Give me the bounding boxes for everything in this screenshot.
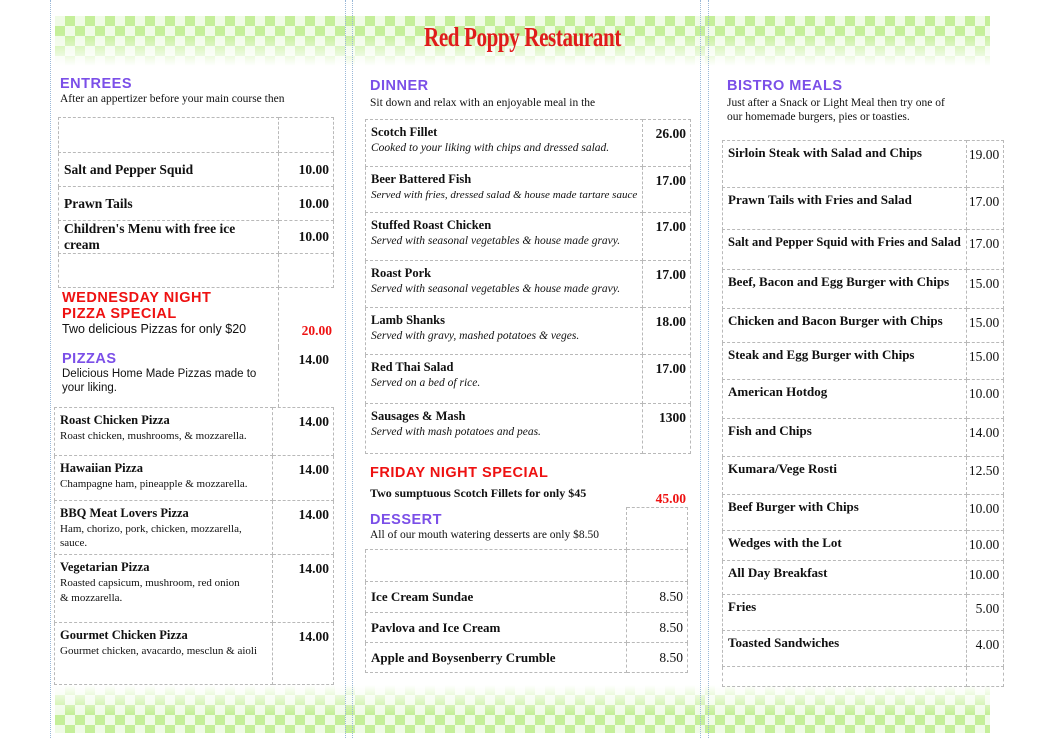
item-name: Apple and Boysenberry Crumble xyxy=(366,643,627,673)
bistro-intro-line1: Just after a Snack or Light Meal then try one of xyxy=(727,97,945,109)
bistro-heading: BISTRO MEALS xyxy=(727,78,843,94)
entrees-table xyxy=(58,117,334,288)
friday-price: 45.00 xyxy=(655,491,686,506)
table-row xyxy=(723,495,1004,531)
item-price: 10.00 xyxy=(966,561,1003,595)
item-desc: Roast chicken, mushrooms, & mozzarella. xyxy=(60,430,247,442)
item-price: 14.00 xyxy=(273,408,334,456)
item-desc: Served with seasonal vegetables & house made gravy. xyxy=(371,235,621,247)
pizzas-price-cell xyxy=(278,347,333,407)
table-row xyxy=(366,308,691,355)
table-row xyxy=(366,550,688,582)
table-row xyxy=(59,187,334,221)
table-row xyxy=(723,309,1004,343)
item-name: Toasted Sandwiches xyxy=(723,631,967,667)
item-name: Fish and Chips xyxy=(723,419,967,457)
item-price: 17.00 xyxy=(643,355,691,404)
friday-desc: Two sumptuous Scotch Fillets for only $45 xyxy=(370,486,587,500)
page-guide-line xyxy=(50,0,51,738)
item-price: 14.00 xyxy=(273,555,334,623)
item-name: Ice Cream Sundae xyxy=(366,582,627,613)
wednesday-heading-line1: WEDNESDAY NIGHT xyxy=(62,290,212,306)
table-row xyxy=(366,261,691,308)
item-price: 17.00 xyxy=(966,188,1003,230)
item-price: 17.00 xyxy=(643,167,691,213)
pizzas-intro-line1: Delicious Home Made Pizzas made to xyxy=(62,368,257,380)
item-desc: Cooked to your liking with chips and dressed salad. xyxy=(371,142,610,154)
table-row xyxy=(366,643,688,673)
table-row xyxy=(59,254,334,288)
table-row xyxy=(366,582,688,613)
item-price: 14.00 xyxy=(273,623,334,685)
pizzas-price: 14.00 xyxy=(298,352,329,367)
dinner-heading: DINNER xyxy=(370,78,429,94)
item-price: 15.00 xyxy=(966,309,1003,343)
item-desc-cont: & mozzarella. xyxy=(60,592,123,604)
cell-divider xyxy=(278,287,279,347)
table-row xyxy=(723,380,1004,419)
item-name: Roast Chicken Pizza xyxy=(60,413,170,427)
bistro-intro-line2: our homemade burgers, pies or toasties. xyxy=(727,111,910,123)
entrees-intro: After an appertizer before your main course then xyxy=(60,93,285,105)
item-name: Children's Menu with free ice cream xyxy=(59,221,279,254)
item-name: Vegetarian Pizza xyxy=(60,560,150,574)
item-name: All Day Breakfast xyxy=(723,561,967,595)
table-row xyxy=(59,221,334,254)
table-row xyxy=(55,408,334,456)
item-name: Gourmet Chicken Pizza xyxy=(60,628,188,642)
item-name: Pavlova and Ice Cream xyxy=(366,613,627,643)
item-name: Sirloin Steak with Salad and Chips xyxy=(723,141,967,188)
table-row xyxy=(723,141,1004,188)
table-row xyxy=(366,213,691,261)
item-price: 12.50 xyxy=(966,457,1003,495)
table-row xyxy=(723,595,1004,631)
wednesday-heading-line2: PIZZA SPECIAL xyxy=(62,306,177,322)
table-row xyxy=(723,230,1004,270)
item-price: 15.00 xyxy=(966,270,1003,309)
item-price: 15.00 xyxy=(966,343,1003,380)
entrees-section xyxy=(60,76,335,106)
table-row xyxy=(723,631,1004,667)
page-guide-line xyxy=(708,0,709,738)
item-price: 14.00 xyxy=(273,456,334,501)
table-row xyxy=(55,501,334,555)
item-name: Beef Burger with Chips xyxy=(723,495,967,531)
entrees-heading: ENTREES xyxy=(60,76,132,92)
item-price: 14.00 xyxy=(273,501,334,555)
item-desc: Served with fries, dressed salad & house made tartare sauce xyxy=(371,189,638,201)
item-name: Wedges with the Lot xyxy=(723,531,967,561)
item-price: 14.00 xyxy=(966,419,1003,457)
table-row xyxy=(366,355,691,404)
table-row xyxy=(723,343,1004,380)
page-guide-line xyxy=(700,0,701,738)
item-price: 10.00 xyxy=(279,221,334,254)
item-desc: Served with seasonal vegetables & house made gravy. xyxy=(371,283,621,295)
item-name: Fries xyxy=(723,595,967,631)
dinner-intro: Sit down and relax with an enjoyable meal in the xyxy=(370,97,596,109)
item-name: Beer Battered Fish xyxy=(371,172,472,186)
item-price: 5.00 xyxy=(966,595,1003,631)
item-price: 10.00 xyxy=(966,380,1003,419)
pizzas-intro-line2: your liking. xyxy=(62,382,117,394)
table-row xyxy=(366,508,688,550)
item-name: Lamb Shanks xyxy=(371,313,445,327)
item-price: 10.00 xyxy=(279,153,334,187)
item-desc: Roasted capsicum, mushroom, red onion xyxy=(60,577,240,589)
table-row xyxy=(366,404,691,454)
item-name: Hawaiian Pizza xyxy=(60,461,143,475)
item-price: 17.00 xyxy=(966,230,1003,270)
table-row xyxy=(366,613,688,643)
table-row xyxy=(723,457,1004,495)
item-name: Beef, Bacon and Egg Burger with Chips xyxy=(723,270,967,309)
dessert-table xyxy=(365,507,688,673)
item-price: 8.50 xyxy=(627,643,688,673)
item-price: 8.50 xyxy=(627,613,688,643)
wednesday-price: 20.00 xyxy=(301,323,332,338)
item-name: Roast Pork xyxy=(371,266,432,280)
dessert-heading: DESSERT xyxy=(370,512,442,528)
item-desc: Gourmet chicken, avacardo, mesclun & aioli xyxy=(60,645,258,657)
item-name: Sausages & Mash xyxy=(371,409,466,423)
item-price: 17.00 xyxy=(643,213,691,261)
item-price: 17.00 xyxy=(643,261,691,308)
item-name: Prawn Tails xyxy=(59,187,279,221)
item-price: 10.00 xyxy=(279,187,334,221)
item-price: 26.00 xyxy=(643,120,691,167)
table-row xyxy=(55,456,334,501)
item-name: Salt and Pepper Squid xyxy=(59,153,279,187)
table-row xyxy=(723,531,1004,561)
item-price: 8.50 xyxy=(627,582,688,613)
item-price: 10.00 xyxy=(966,495,1003,531)
page-guide-line xyxy=(352,0,353,738)
item-desc: Champagne ham, pineapple & mozzarella. xyxy=(60,478,248,490)
item-name: Steak and Egg Burger with Chips xyxy=(723,343,967,380)
item-desc: Served with gravy, mashed potatoes & veges. xyxy=(371,330,580,342)
table-row xyxy=(723,667,1004,687)
table-row xyxy=(59,118,334,153)
item-name: Stuffed Roast Chicken xyxy=(371,218,492,232)
pizzas-heading: PIZZAS xyxy=(62,351,117,367)
pizzas-section xyxy=(62,351,277,395)
bottom-checker-band xyxy=(55,685,990,733)
table-row xyxy=(723,561,1004,595)
table-row xyxy=(55,555,334,623)
item-name: Chicken and Bacon Burger with Chips xyxy=(723,309,967,343)
wednesday-desc: Two delicious Pizzas for only $20 xyxy=(62,322,247,336)
item-name: Scotch Fillet xyxy=(371,125,438,139)
table-row xyxy=(55,623,334,685)
item-price: 4.00 xyxy=(966,631,1003,667)
item-price: 18.00 xyxy=(643,308,691,355)
table-row xyxy=(366,167,691,213)
item-name: Salt and Pepper Squid with Fries and Salad xyxy=(723,230,967,270)
item-price: 19.00 xyxy=(966,141,1003,188)
restaurant-title: Red Poppy Restaurant xyxy=(424,22,621,52)
item-price: 10.00 xyxy=(966,531,1003,561)
table-row xyxy=(723,270,1004,309)
bistro-section xyxy=(727,78,997,124)
item-name: Red Thai Salad xyxy=(371,360,454,374)
table-row xyxy=(723,419,1004,457)
dessert-intro: All of our mouth watering desserts are only $8.50 xyxy=(370,529,599,541)
table-row xyxy=(366,120,691,167)
item-name: BBQ Meat Lovers Pizza xyxy=(60,506,189,520)
item-desc: Served with mash potatoes and peas. xyxy=(371,426,541,438)
pizzas-table xyxy=(54,407,334,685)
table-row xyxy=(59,153,334,187)
item-desc: Ham, chorizo, pork, chicken, mozzarella, sauce. xyxy=(60,523,242,549)
item-desc: Served on a bed of rice. xyxy=(371,377,481,389)
wednesday-special xyxy=(62,290,282,337)
item-name: Kumara/Vege Rosti xyxy=(723,457,967,495)
table-row xyxy=(723,188,1004,230)
page-guide-line xyxy=(345,0,346,738)
item-name: American Hotdog xyxy=(723,380,967,419)
dinner-section xyxy=(370,78,690,110)
dinner-table xyxy=(365,119,691,454)
item-price: 1300 xyxy=(643,404,691,454)
friday-heading: FRIDAY NIGHT SPECIAL xyxy=(370,465,549,481)
item-name: Prawn Tails with Fries and Salad xyxy=(723,188,967,230)
bistro-table xyxy=(722,140,1004,687)
